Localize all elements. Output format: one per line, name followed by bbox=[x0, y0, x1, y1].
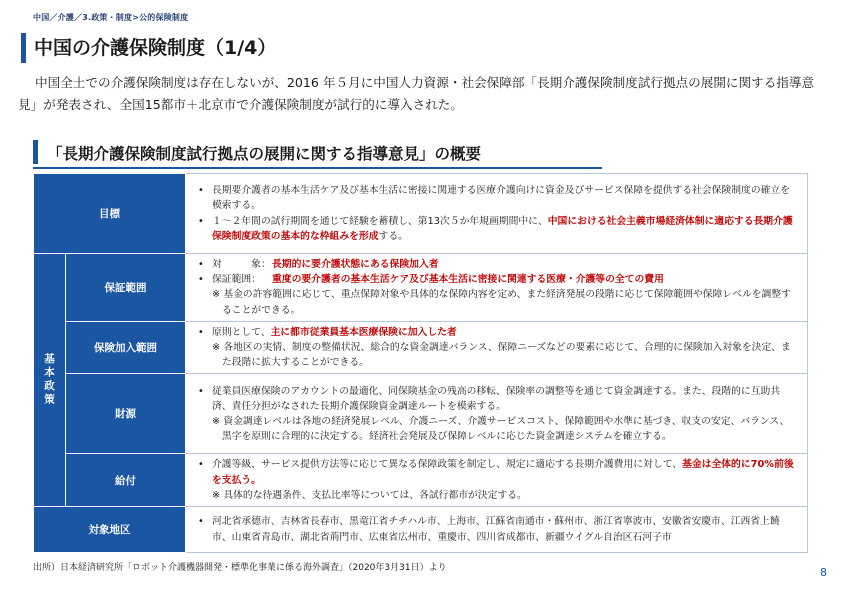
row-body-benefit bbox=[186, 454, 808, 507]
note-text: ※ 基金の許容範囲に応じて、重点保障対象や具体的な保障内容を定め、また経済発展の段階に応じて保障範囲や保障レベルを調整することができる。 bbox=[212, 289, 791, 316]
note-text: ※ 具体的な待遇条件、支払比率等については、各試行都市が決定する。 bbox=[212, 489, 527, 501]
bullet-item: • 介護等級、サービス提供方法等に応じて異なる保障政策を制定し、規定に適応する長期介護費用に対して、基金は全体的に70%前後を支払う。 ※ 具体的な待遇条件、支払比率等については、各試行都市が決定する。 bbox=[196, 457, 799, 503]
bullet-item: • 原則として、主に都市従業員基本医療保険に加入した者 ※ 各地区の実情、制度の整備状況、総合的な資金調達バランス、保障ニーズなどの要素に応じて、合理的に保険加入対象を決定、また段階に拡大することができる。 bbox=[196, 325, 799, 371]
bullet-item: • 従業員医療保険のアカウントの最適化、同保険基金の残高の移転、保険率の調整等を通じて資金調達する。また、段階的に互助共済、責任分担がなされた長期介護保険資金調達ルートを模索する。 ※ 資金調達レベルは各地の経済発展レベル、介護ニーズ、介護サービスコスト、保障範囲や水準に基づき、収支の安定、バランス、黒字を原則に合理的に決定する。経済社会発展及び保障レベルに応じた資金調達システムを確立する。 bbox=[196, 384, 799, 445]
note-text: ※ 各地区の実情、制度の整備状況、総合的な資金調達バランス、保障ニーズなどの要素に応じて、合理的に保険加入対象を決定、また段階に拡大することができる。 bbox=[212, 342, 791, 369]
row-body-goal bbox=[186, 174, 808, 254]
bullet-item: • 対 象：長期的に要介護状態にある保険加入者 bbox=[196, 257, 799, 272]
row-header-funding: 財源 bbox=[66, 374, 186, 454]
section-accent-bar bbox=[33, 140, 38, 164]
group-header-basic-policy: 基本政策 bbox=[34, 254, 66, 507]
highlight-text: 長期的に要介護状態にある保険加入者 bbox=[272, 259, 439, 270]
bullet-item: • 河北省承德市、吉林省長春市、黒竜江省チチハル市、上海市、江蘇省南通市・蘇州市、浙江省寧波市、安徽省安慶市、江西省上饒市、山東省青島市、湖北省荊門市、広東省広州市、重慶市、四川省成都市、新疆ウイグル自治区石河子市 bbox=[196, 514, 799, 544]
page-number: 8 bbox=[820, 566, 827, 579]
table-row-funding bbox=[34, 374, 808, 454]
source-note: 出所）日本経済研究所「ロボット介護機器開発・標準化事業に係る海外調査」（2020年3月31日）より bbox=[33, 563, 447, 573]
table-row-enrollment bbox=[34, 321, 808, 374]
table-row-benefit bbox=[34, 454, 808, 507]
bullet-item: • 保証範囲： 重度の要介護者の基本生活ケア及び基本生活に密接に関連する医療・介護等の全ての費用 ※ 基金の許容範囲に応じて、重点保障対象や具体的な保障内容を定め、また経済発展の段階に応じて保障範囲や保障レベルを調整することができる。 bbox=[196, 272, 799, 318]
section-title: 「長期介護保険制度試行拠点の展開に関する指導意見」の概要 bbox=[47, 145, 482, 163]
row-body-enrollment bbox=[186, 321, 808, 374]
breadcrumb: 中国／介護／3.政策・制度>公的保険制度 bbox=[33, 13, 189, 22]
bullet-item: • １～２年間の試行期間を通じて経験を蓄積し、第13次５か年規画期間中に、中国における社会主義市場経済体制に適応する長期介護保険制度政策の基本的な枠組みを形成する。 bbox=[196, 214, 799, 244]
note-text: ※ 資金調達レベルは各地の経済発展レベル、介護ニーズ、介護サービスコスト、保障範囲や水準に基づき、収支の安定、バランス、黒字を原則に合理的に決定する。経済社会発展及び保障レベルに応じた資金調達システムを確立する。 bbox=[212, 415, 790, 443]
row-header-goal: 目標 bbox=[34, 174, 186, 254]
table-row-area bbox=[34, 507, 808, 553]
highlight-text: 主に都市従業員基本医療保険に加入した者 bbox=[270, 326, 457, 338]
table-row-goal bbox=[34, 174, 808, 254]
table-row-coverage bbox=[34, 254, 808, 322]
row-header-benefit: 給付 bbox=[66, 454, 186, 507]
row-body-funding bbox=[186, 374, 808, 454]
highlight-text: 中国における社会主義市場経済体制に適応する長期介護保険制度政策の基本的な枠組みを形成 bbox=[212, 215, 793, 242]
bullet-item: • 長期要介護者の基本生活ケア及び基本生活に密接に関連する医療介護向けに資金及びサービス保障を提供する社会保険制度の確立を模索する。 bbox=[196, 183, 799, 213]
row-header-area: 対象地区 bbox=[34, 507, 186, 553]
highlight-text: 重度の要介護者の基本生活ケア及び基本生活に密接に関連する医療・介護等の全ての費用 bbox=[272, 274, 664, 286]
row-header-enrollment: 保険加入範囲 bbox=[66, 321, 186, 374]
section-underline bbox=[33, 167, 602, 169]
intro-paragraph: 中国全土での介護保険制度は存在しないが、2016 年５月に中国人力資源・社会保障部「長期介護保険制度試行拠点の展開に関する指導意見」が発表され、全国15都市＋北京市で介護保険制度が試行的に導入された。 bbox=[18, 75, 815, 112]
policy-overview-table bbox=[33, 173, 808, 553]
row-body-coverage bbox=[186, 254, 808, 322]
row-body-area bbox=[186, 507, 808, 553]
title-accent-bar bbox=[21, 33, 26, 63]
row-header-coverage: 保証範囲 bbox=[66, 254, 186, 322]
highlight-text: 基金は全体的に70%前後を支払う。 bbox=[212, 459, 794, 486]
page-title: 中国の介護保険制度（1/4） bbox=[34, 37, 277, 59]
